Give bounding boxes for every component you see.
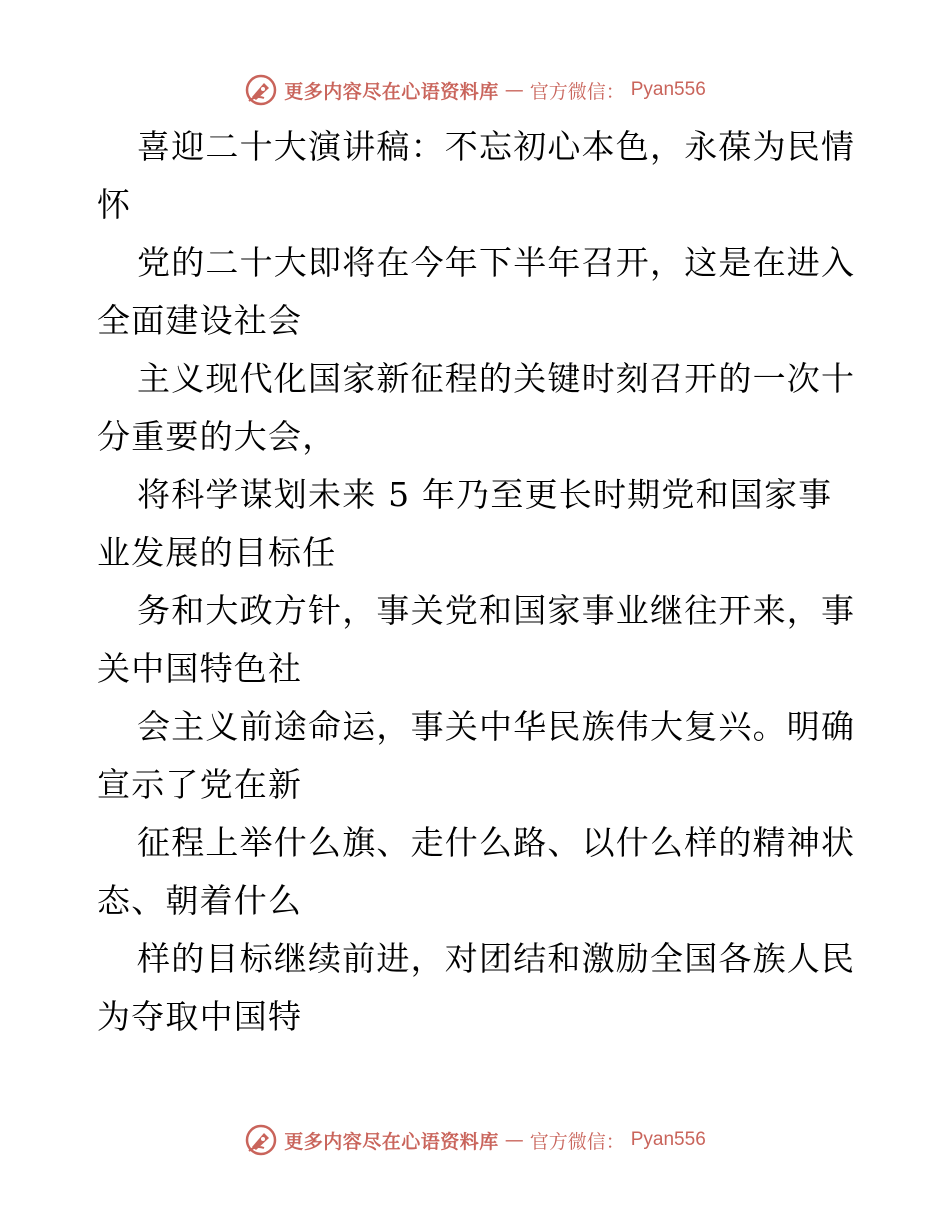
paragraph: 党的二十大即将在今年下半年召开，这是在进入全面建设社会 xyxy=(97,243,856,340)
watermark-separator: — xyxy=(504,79,524,101)
watermark-contact-id: Pyan556 xyxy=(630,1129,706,1150)
watermark-separator: — xyxy=(504,1129,524,1151)
watermark-contact-label: 官方微信： xyxy=(529,1130,625,1153)
watermark-contact-label: 官方微信： xyxy=(529,80,625,103)
document-title: 喜迎二十大演讲稿：不忘初心本色，永葆为民情怀 xyxy=(97,127,856,224)
paragraph: 主义现代化国家新征程的关键时刻召开的一次十分重要的大会， xyxy=(97,359,856,456)
pen-nib-circle-icon xyxy=(244,73,278,107)
paragraph: 样的目标继续前进，对团结和激励全国各族人民为夺取中国特 xyxy=(97,939,856,1036)
footer-watermark xyxy=(0,1122,950,1158)
paragraph: 征程上举什么旗、走什么路、以什么样的精神状态、朝着什么 xyxy=(97,823,856,920)
paragraph: 将科学谋划未来 5 年乃至更长时期党和国家事业发展的目标任 xyxy=(97,475,833,572)
watermark-site-text: 更多内容尽在心语资料库 xyxy=(284,1130,499,1153)
paragraph: 会主义前途命运，事关中华民族伟大复兴。明确宣示了党在新 xyxy=(97,707,856,804)
pen-nib-circle-icon xyxy=(244,1123,278,1157)
header-watermark xyxy=(0,72,950,108)
watermark-site-text: 更多内容尽在心语资料库 xyxy=(284,80,499,103)
watermark-contact-id: Pyan556 xyxy=(630,79,706,100)
document-body xyxy=(97,118,857,1046)
paragraph: 务和大政方针，事关党和国家事业继往开来，事关中国特色社 xyxy=(97,591,856,688)
